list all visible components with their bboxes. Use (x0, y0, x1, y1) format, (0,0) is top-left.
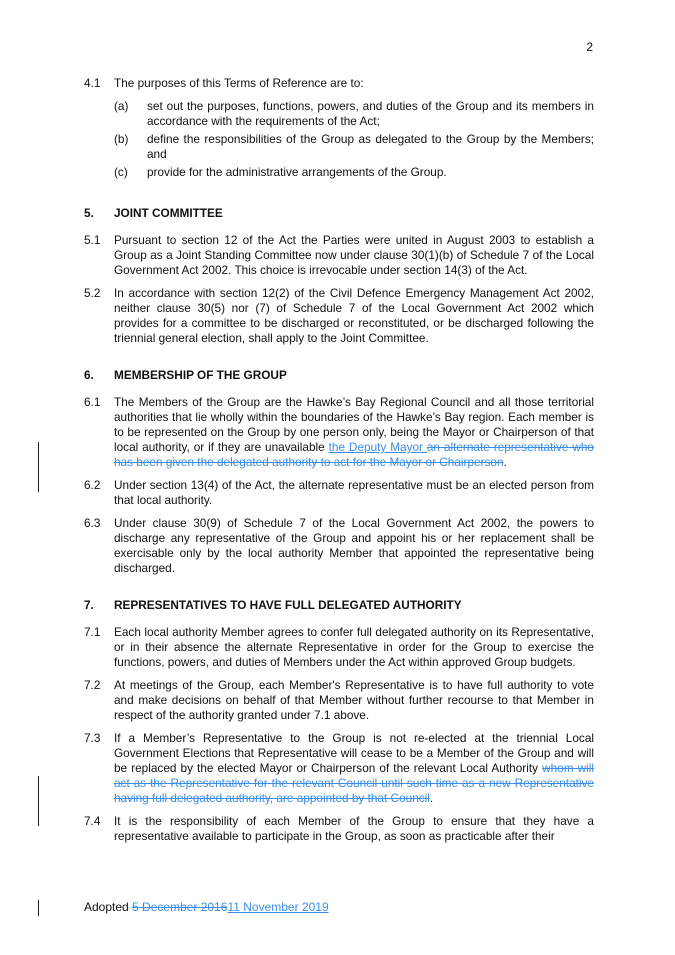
para-text: At meetings of the Group, each Member's Representative is to have full authority to vote and make decisions on behalf of that Member without further recourse to that Member in respect of the authority granted under 7.1 above. (114, 678, 594, 722)
para-7-2 (84, 678, 594, 723)
list-label: (c) (114, 165, 128, 179)
para-text: Pursuant to section 12 of the Act the Parties were united in August 2003 to establish a Group as a Joint Standing Committee now under clause 30(1)(b) of Schedule 7 of the Local Government Act 2002. This choice is irrevocable under section 14(3) of the Act. (114, 233, 594, 277)
section-title: MEMBERSHIP OF THE GROUP (114, 368, 287, 382)
section-number: 6. (84, 368, 94, 382)
section-number: 7. (84, 598, 94, 612)
para-4-1 (84, 76, 594, 91)
change-bar-footer (38, 900, 39, 916)
para-6-2 (84, 478, 594, 508)
list-text: define the responsibilities of the Group as delegated to the Group by the Members; and (147, 132, 594, 161)
para-number: 7.3 (84, 731, 101, 745)
para-7-4 (84, 814, 594, 844)
para-7-1 (84, 625, 594, 670)
para-text: The Members of the Group are the Hawke’s Bay Regional Council and all those territorial authorities that lie wholly within the boundaries of the Hawke’s Bay region. Each member is to be represented on the Group by one person only, being the Mayor or Chairperson of that local authority, or if they are unavailable (114, 395, 594, 454)
list-text: set out the purposes, functions, powers, and duties of the Group and its members in accordance with the requirements of the Act; (147, 99, 594, 128)
para-text: Each local authority Member agrees to confer full delegated authority on its Representative, or in their absence the alternate Representative in order for the Group to exercise the functions, powers, and duties of Members under the Act within approved Group budgets. (114, 625, 594, 669)
footer-prefix: Adopted (84, 900, 133, 914)
list-item-c (84, 165, 594, 180)
document-body (84, 76, 594, 852)
deleted-date: 5 December 2016 (132, 900, 228, 914)
list-label: (b) (114, 132, 129, 146)
para-text: In accordance with section 12(2) of the Civil Defence Emergency Management Act 2002, neither clause 30(5) nor (7) of Schedule 7 of the Local Government Act 2002 which provides for a committee to be discharged or reconstituted, or be discharged following the triennial general election, shall apply to the Joint Committee. (114, 286, 594, 345)
para-number: 5.1 (84, 233, 101, 247)
para-text: Under section 13(4) of the Act, the alternate representative must be an elected person from that local authority. (114, 478, 594, 507)
list-item-a (84, 99, 594, 129)
section-heading-6 (84, 368, 594, 383)
para-5-2 (84, 286, 594, 346)
section-title: REPRESENTATIVES TO HAVE FULL DELEGATED AUTHORITY (114, 598, 462, 612)
change-bar-7-3 (38, 776, 39, 826)
list-item-b (84, 132, 594, 162)
deleted-text: whom will act as the Representative for the relevant Council until such time as a new Representative having full delegated authority, are appointed by that Council (114, 761, 595, 805)
para-text: Under clause 30(9) of Schedule 7 of the Local Government Act 2002, the powers to discharge any representative of the Group and appoint his or her replacement shall be exercisable only by the local authority Member that appointed the representative being discharged. (114, 516, 594, 575)
para-6-3 (84, 516, 594, 576)
footer-adopted-date (84, 900, 329, 914)
para-text-end: . (429, 791, 434, 805)
para-6-1 (84, 395, 594, 470)
section-title: JOINT COMMITTEE (114, 206, 223, 220)
inserted-date: 11 November 2019 (227, 900, 329, 914)
para-number: 6.2 (84, 478, 101, 492)
change-bar-6-1 (38, 442, 39, 492)
para-number: 5.2 (84, 286, 101, 300)
para-number: 6.1 (84, 395, 101, 409)
para-number: 6.3 (84, 516, 101, 530)
inserted-text: the Deputy Mayor (328, 440, 427, 454)
deleted-text: an alternate representative who has been given the delegated authority to act for the Mayor or Chairperson (114, 440, 594, 469)
para-number: 4.1 (84, 76, 101, 90)
para-5-1 (84, 233, 594, 278)
para-7-3 (84, 731, 594, 806)
para-number: 7.4 (84, 814, 101, 828)
para-number: 7.2 (84, 678, 101, 692)
list-text: provide for the administrative arrangements of the Group. (147, 165, 447, 179)
para-text: The purposes of this Terms of Reference are to: (114, 76, 364, 90)
para-text: If a Member’s Representative to the Group is not re-elected at the triennial Local Government Elections that Representative will cease to be a Member of the Group and will be replaced by the elected Mayor or Chairperson of the relevant Local Authority (114, 731, 594, 775)
para-text-end: . (503, 455, 507, 469)
para-number: 7.1 (84, 625, 101, 639)
section-heading-5 (84, 206, 594, 221)
section-heading-7 (84, 598, 594, 613)
para-text: It is the responsibility of each Member of the Group to ensure that they have a representative available to participate in the Group, as soon as practicable after their (114, 814, 594, 843)
list-label: (a) (114, 99, 129, 113)
section-number: 5. (84, 206, 94, 220)
page-number: 2 (586, 40, 593, 54)
